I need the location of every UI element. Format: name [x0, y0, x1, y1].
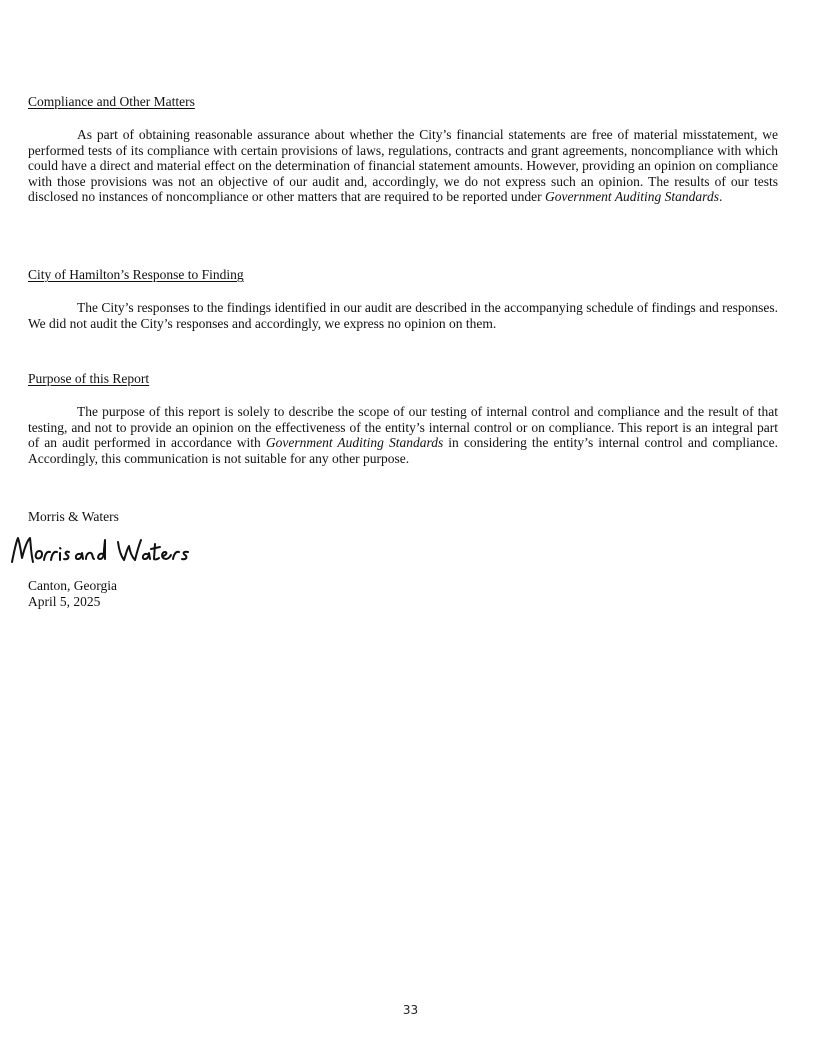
- section-heading-response: City of Hamilton’s Response to Finding: [28, 267, 244, 282]
- paragraph-text: The purpose of this report is solely to describe the scope of our testing of internal control and compliance and the result of that testing, and not to provide an opinion on the effectiveness of the entity’s internal control or on compliance. This report is an integral part of an audit performed in accordance with: [28, 404, 778, 451]
- firm-name: Morris & Waters: [28, 509, 119, 524]
- signature-date: April 5, 2025: [28, 594, 101, 609]
- italic-citation: Government Auditing Standards: [265, 435, 444, 451]
- italic-citation: Government Auditing Standards: [544, 189, 719, 205]
- section-heading-compliance: Compliance and Other Matters: [28, 94, 195, 109]
- section-heading-purpose: Purpose of this Report: [28, 371, 150, 386]
- page-number: 33: [402, 1003, 419, 1017]
- section-paragraph-response: [28, 300, 778, 331]
- section-paragraph-compliance: [28, 127, 778, 205]
- paragraph-text: As part of obtaining reasonable assurance about whether the City’s financial statements are free of material misstatement, we performed tests of its compliance with certain provisions of laws, regulations, contracts and grant agreements, noncompliance with which could have a direct and material effect on the determination of financial statement amounts. However, providing an opinion on compliance with those provisions was not an objective of our audit and, accordingly, we do not express such an opinion. The results of our tests disclosed no instances of noncompliance or other matters that are required to be reported under: [28, 127, 778, 205]
- section-paragraph-purpose: [28, 404, 778, 466]
- paragraph-text: The City’s responses to the findings identified in our audit are described in the accompanying schedule of findings and responses. We did not audit the City’s responses and accordingly, we express no opinion on them.: [28, 300, 778, 331]
- paragraph-text: in considering the entity’s internal control and compliance. Accordingly, this communication is not suitable for any other purpose.: [28, 435, 778, 466]
- signature-city: Canton, Georgia: [28, 578, 117, 593]
- handwritten-signature: [6, 532, 196, 572]
- paragraph-text: .: [718, 189, 723, 205]
